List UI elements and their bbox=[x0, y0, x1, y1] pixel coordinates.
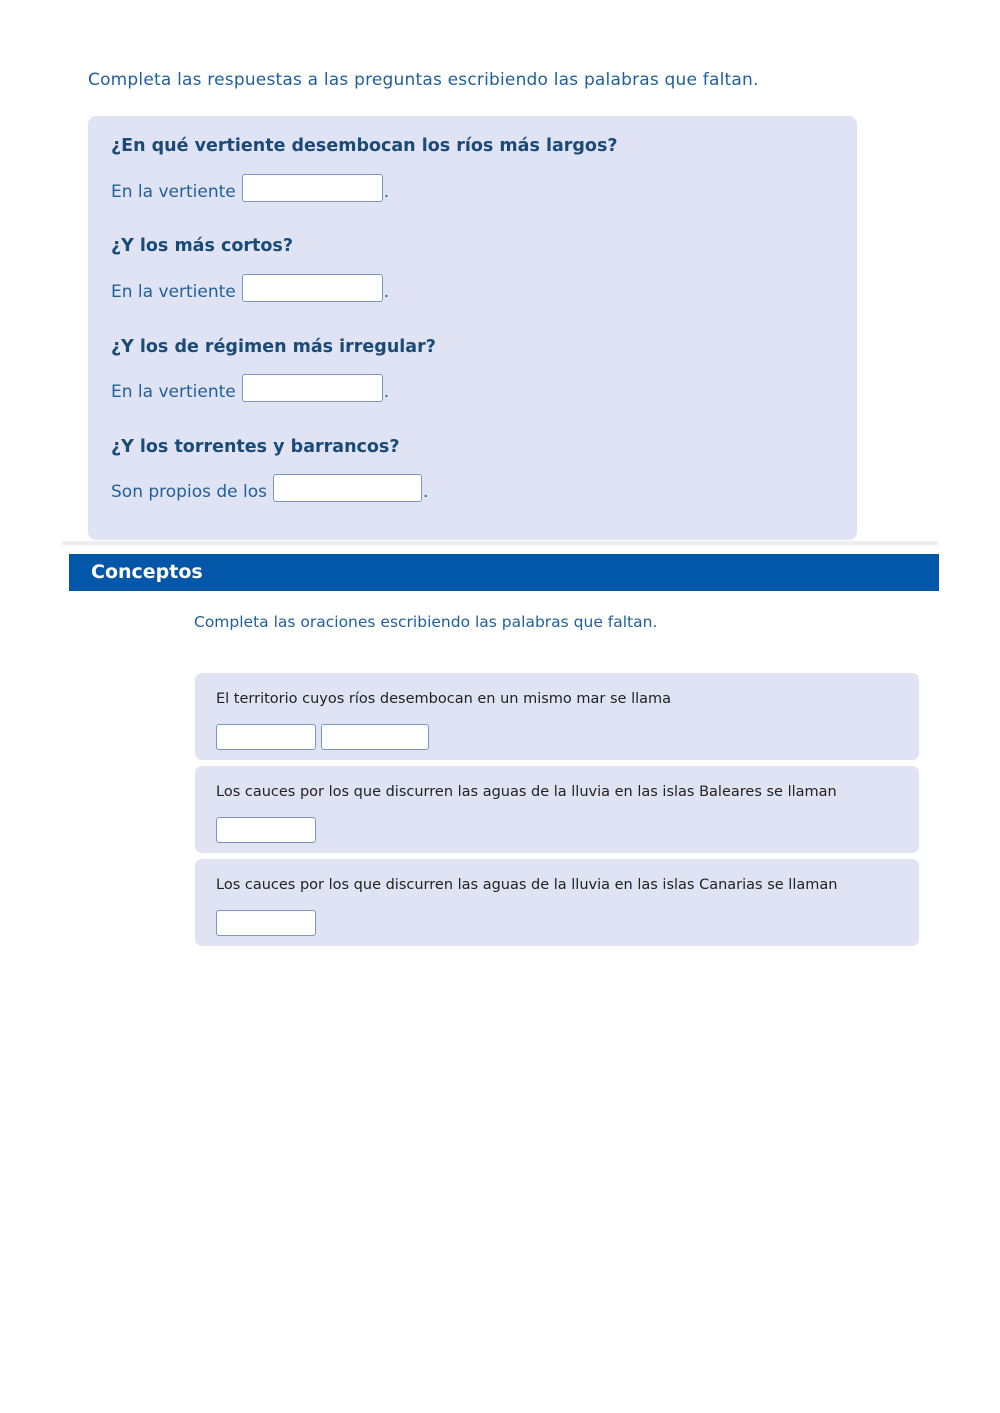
section-title: Conceptos bbox=[91, 561, 203, 583]
question-4: ¿Y los torrentes y barrancos? bbox=[111, 437, 400, 457]
answer-row-3 bbox=[111, 374, 389, 402]
answer-input-3[interactable] bbox=[242, 374, 383, 402]
section-divider bbox=[62, 541, 938, 545]
instructions-sentences: Completa las oraciones escribiendo las palabras que faltan. bbox=[194, 613, 658, 631]
sentence-input-3[interactable] bbox=[216, 910, 316, 936]
sentence-panel-3 bbox=[195, 859, 919, 946]
question-1: ¿En qué vertiente desembocan los ríos más largos? bbox=[111, 136, 618, 156]
answer-row-4 bbox=[111, 474, 428, 502]
sentence-text-1: El territorio cuyos ríos desembocan en un mismo mar se llama bbox=[216, 691, 672, 707]
questions-panel bbox=[88, 116, 857, 540]
answer-prefix-3: En la vertiente bbox=[111, 382, 236, 402]
answer-input-2[interactable] bbox=[242, 274, 383, 302]
answer-input-4[interactable] bbox=[273, 474, 422, 502]
answer-input-1[interactable] bbox=[242, 174, 383, 202]
answer-prefix-4: Son propios de los bbox=[111, 482, 267, 502]
sentence-text-2: Los cauces por los que discurren las aguas de la lluvia en las islas Baleares se llaman bbox=[216, 784, 837, 800]
answer-suffix-2: . bbox=[383, 282, 390, 302]
sentence-panel-2 bbox=[195, 766, 919, 853]
question-2: ¿Y los más cortos? bbox=[111, 236, 293, 256]
sentence-input-1b[interactable] bbox=[321, 724, 429, 750]
answer-prefix-1: En la vertiente bbox=[111, 182, 236, 202]
sentence-panel-1 bbox=[195, 673, 919, 760]
sentence-input-1a[interactable] bbox=[216, 724, 316, 750]
instructions-answers: Completa las respuestas a las preguntas escribiendo las palabras que faltan. bbox=[88, 70, 759, 90]
sentence-text-3: Los cauces por los que discurren las aguas de la lluvia en las islas Canarias se llaman bbox=[216, 877, 838, 893]
answer-suffix-4: . bbox=[423, 482, 429, 502]
answer-prefix-2: En la vertiente bbox=[111, 282, 236, 302]
answer-row-1 bbox=[111, 174, 389, 202]
answer-row-2 bbox=[111, 274, 389, 302]
answer-suffix-1: . bbox=[383, 182, 390, 202]
question-3: ¿Y los de régimen más irregular? bbox=[111, 337, 436, 357]
sentence-input-2[interactable] bbox=[216, 817, 316, 843]
section-banner bbox=[69, 554, 939, 591]
answer-suffix-3: . bbox=[383, 382, 390, 402]
